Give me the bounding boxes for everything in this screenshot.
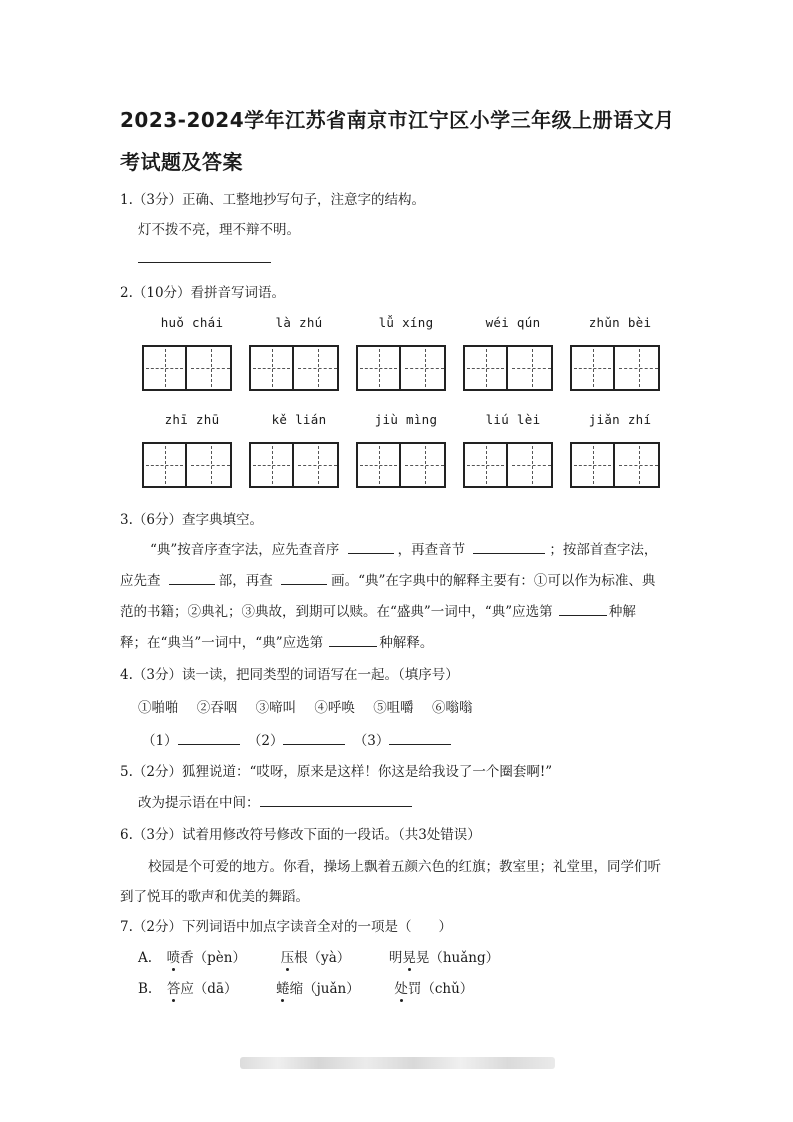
question-5-answer — [138, 791, 412, 811]
dotted-char: 喷 — [166, 950, 181, 966]
q4-blank-label: （3） — [353, 733, 390, 749]
tianzige-box[interactable] — [570, 442, 660, 488]
dotted-char: 压 — [280, 950, 295, 966]
pinyin-label: zhǔn bèi — [588, 315, 652, 330]
tianzige-box[interactable] — [570, 345, 660, 391]
dotted-char: 晃 — [402, 950, 416, 966]
q5-prompt: 改为提示语在中间： — [138, 795, 260, 811]
q3-blank-huashu[interactable] — [281, 570, 327, 585]
tianzige-box[interactable] — [142, 442, 232, 488]
tianzige-box[interactable] — [142, 345, 232, 391]
tianzige-box[interactable] — [463, 345, 553, 391]
q4-option: ④呼唤 — [314, 700, 355, 716]
pinyin-label: wéi qún — [485, 315, 541, 330]
tianzige-box[interactable] — [249, 345, 339, 391]
pinyin-label: jiù mìng — [374, 412, 438, 427]
q3-text: 释；在“典当”一词中，“典”应选第 — [120, 635, 324, 651]
q4-blank-label: （1） — [142, 733, 178, 749]
q4-option: ①啪啪 — [138, 700, 179, 716]
q3-text: 画。“典”在字典中的解释主要有：①可以作为标准、典 — [331, 573, 656, 589]
q3-text: ；按部首查字法， — [549, 542, 658, 558]
question-3-line4 — [120, 631, 433, 651]
q7-option-label: A. — [138, 950, 153, 966]
q3-text: 应先查 — [120, 573, 161, 589]
question-4-stem: 4.（3分）读一读，把同类型的词语写在一起。（填序号） — [120, 667, 459, 683]
q4-blank-2[interactable] — [283, 730, 345, 745]
q3-text: 部，再查 — [218, 573, 273, 589]
question-3-line2 — [120, 569, 655, 589]
pinyin-label: huǒ chái — [160, 315, 224, 330]
q7-word: 明晃晃（huǎng） — [388, 950, 500, 966]
q4-option: ⑥嗡嗡 — [431, 700, 473, 716]
pinyin-label: là zhú — [275, 315, 323, 330]
pinyin-label: lǚ xíng — [378, 315, 434, 330]
question-6-stem: 6.（3分）试着用修改符号修改下面的一段话。（共3处错误） — [120, 827, 481, 843]
question-2-stem: 2.（10分）看拼音写词语。 — [120, 285, 286, 301]
q3-text: 范的书籍；②典礼；③典故，到期可以赎。在“盛典”一词中，“典”应选第 — [120, 604, 553, 620]
dotted-char: 蜷 — [276, 981, 290, 997]
q3-blank-bushou[interactable] — [169, 570, 215, 585]
q4-option: ⑤咀嚼 — [373, 700, 414, 716]
dotted-char: 处 — [394, 981, 408, 997]
q7-word: 蜷缩（juǎn） — [276, 981, 360, 997]
q7-option-label: B. — [138, 981, 153, 997]
q7-word: 压根（yà） — [280, 950, 351, 966]
question-7-stem: 7.（2分）下列词语中加点字读音全对的一项是（ ） — [120, 919, 452, 935]
question-7-option-b[interactable] — [138, 977, 473, 997]
pinyin-label: kě lián — [271, 412, 327, 427]
pinyin-label: jiǎn zhí — [588, 412, 652, 427]
question-3-stem: 3.（6分）查字典填空。 — [120, 512, 263, 528]
question-6-passage-line1: 校园是个可爱的地方。你看，操场上飘着五颜六色的红旗；教室里；礼堂里，同学们听 — [148, 859, 661, 875]
question-1-answer-line[interactable] — [138, 262, 271, 263]
pinyin-label: liú lèi — [485, 412, 541, 427]
tianzige-box[interactable] — [463, 442, 553, 488]
tianzige-box[interactable] — [249, 442, 339, 488]
q4-blank-3[interactable] — [389, 730, 451, 745]
tianzige-box[interactable] — [356, 345, 446, 391]
q3-text: “典”按音序查字法，应先查音序 — [150, 542, 340, 558]
q4-option: ②吞咽 — [196, 700, 238, 716]
question-1-stem: 1.（3分）正确、工整地抄写句子，注意字的结构。 — [120, 192, 425, 208]
q3-text: ，再查音节 — [397, 542, 466, 558]
q3-blank-yinxu[interactable] — [348, 539, 394, 554]
q3-text: 种解释。 — [379, 635, 434, 651]
q3-blank-diandang[interactable] — [329, 632, 377, 647]
q4-option: ③啼叫 — [255, 700, 297, 716]
question-6-passage-line2: 到了悦耳的歌声和优美的舞蹈。 — [120, 889, 309, 905]
q4-blank-1[interactable] — [178, 730, 240, 745]
dotted-char: 答 — [166, 981, 181, 997]
question-5-stem: 5.（2分）狐狸说道：“哎呀，原来是这样！你这是给我设了一个圈套啊!” — [120, 764, 553, 780]
question-4-blanks — [142, 729, 451, 749]
page-title-line2: 考试题及答案 — [120, 150, 243, 174]
pinyin-label: zhī zhū — [164, 412, 220, 427]
q7-word: 处罚（chǔ） — [394, 981, 474, 997]
question-7-option-a[interactable] — [138, 946, 499, 966]
q4-blank-label: （2） — [247, 733, 284, 749]
page-title-line1: 2023-2024学年江苏省南京市江宁区小学三年级上册语文月 — [120, 108, 675, 132]
question-1-sentence: 灯不拨不亮，理不辩不明。 — [138, 222, 300, 238]
question-3-line3 — [120, 600, 636, 620]
q7-word: 答应（dā） — [166, 981, 238, 997]
q3-blank-shengdian[interactable] — [559, 601, 607, 616]
tianzige-box[interactable] — [356, 442, 446, 488]
question-4-options — [138, 696, 472, 716]
question-3-line1 — [150, 538, 657, 558]
q3-blank-yinjie[interactable] — [473, 539, 545, 554]
blurred-footer-watermark — [240, 1057, 555, 1069]
q5-answer-line[interactable] — [260, 792, 412, 807]
q3-text: 种解 — [608, 604, 636, 620]
q7-word: 喷香（pèn） — [166, 950, 246, 966]
